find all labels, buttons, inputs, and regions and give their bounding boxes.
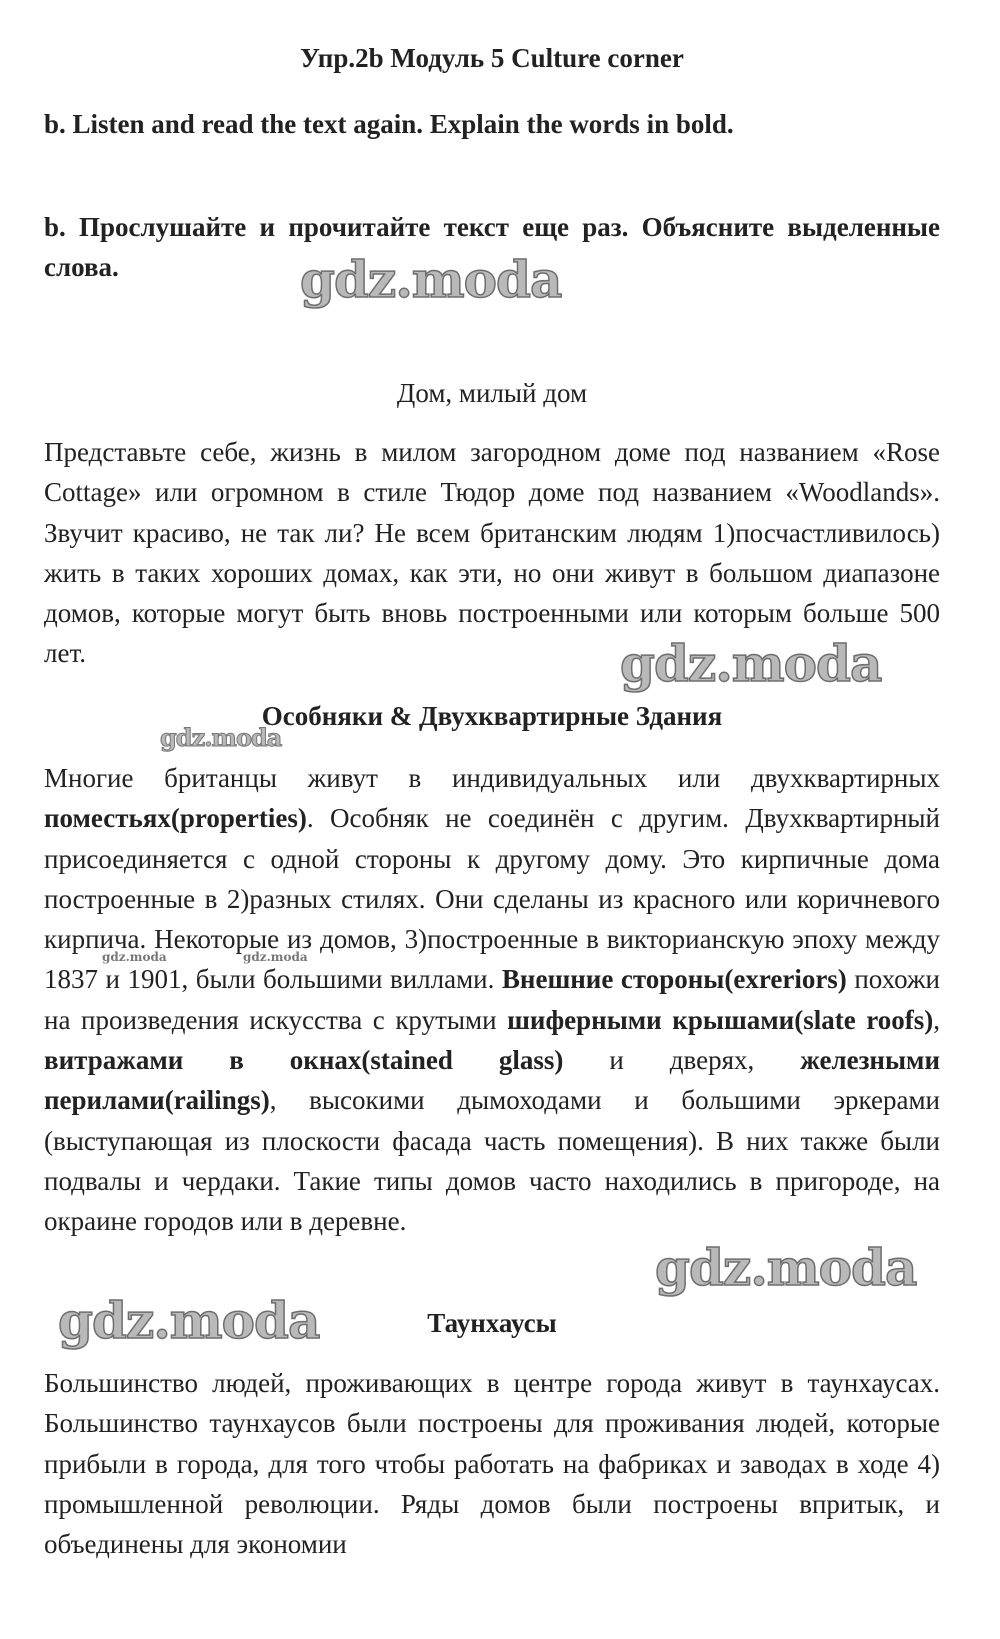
section-heading-townhouses: Таунхаусы [427,1308,557,1338]
watermark: gdz.moda [102,950,167,964]
watermark: gdz.moda [655,1238,917,1297]
townhouses-paragraph: Большинство людей, проживающих в центре города живут в таунхаусах. Большинство таунхаусов были построены для проживания людей, которые прибыли в города, для того чтобы работать на фабриках и заводах в ходе 4) промышленной революции. Ряды домов были построены впритык, и объединены для экономии [44,1368,940,1560]
watermark: gdz.moda [620,634,882,693]
text-run: , высокими дымоходами и большими эркерами (выступающая из плоскости фасада часть помещения). В них также были подвалы и чердаки. Такие типы домов часто находились в пригороде, на окраине городов или в деревне. [44,1085,940,1237]
bold-term: железными перилами(railings) [44,1045,941,1116]
task-russian: b. Прослушайте и прочитайте текст еще раз. Объясните выделенные слова. [44,212,940,282]
bold-term: Внешние стороны(exreriors) [501,964,847,995]
text-run: и дверях, [563,1045,801,1076]
text-run: похожи на произведения искусства с крутыми [44,964,940,1035]
text-run: , [933,1004,940,1035]
detached-paragraph [44,758,940,1242]
section-heading-detached: Особняки & Двухквартирные Здания [261,701,723,731]
text-run: . Особняк не соединён с другим. Двухквартирный присоединяется с одной стороны к другому дому. Это кирпичные дома построенные в 2)разных стилях. Они сделаны из красного или коричневого кирпича. Некоторые из домов, 3)построенные в викторианскую эпоху между 1837 и 1901, были большими виллами. [44,803,940,995]
watermark: gdz.moda [160,723,282,752]
bold-term: витражами в окнах(stained glass) [44,1045,564,1076]
task-english: b. Listen and read the text again. Explain the words in bold. [44,109,734,139]
watermark: gdz.moda [58,1291,320,1350]
watermark: gdz.moda [300,250,562,309]
bold-term: шиферными крышами(slate roofs) [507,1004,934,1035]
page-title: Упр.2b Модуль 5 Culture corner [300,43,684,73]
watermark: gdz.moda [243,950,308,964]
intro-paragraph: Представьте себе, жизнь в милом загородном доме под названием «Rose Cottage» или огромном в стиле Тюдор доме под названием «Woodlands». Звучит красиво, не так ли? Не всем британским людям 1)посчастливилось) жить в таких хороших домах, как эти, но они живут в большом диапазоне домов, которые могут быть вновь построенными или которым больше 500 лет. [44,437,940,669]
text-run: Многие британцы живут в индивидуальных или двухквартирных [44,763,940,793]
text-title: Дом, милый дом [396,378,588,408]
bold-term: поместьях(properties) [44,803,307,834]
